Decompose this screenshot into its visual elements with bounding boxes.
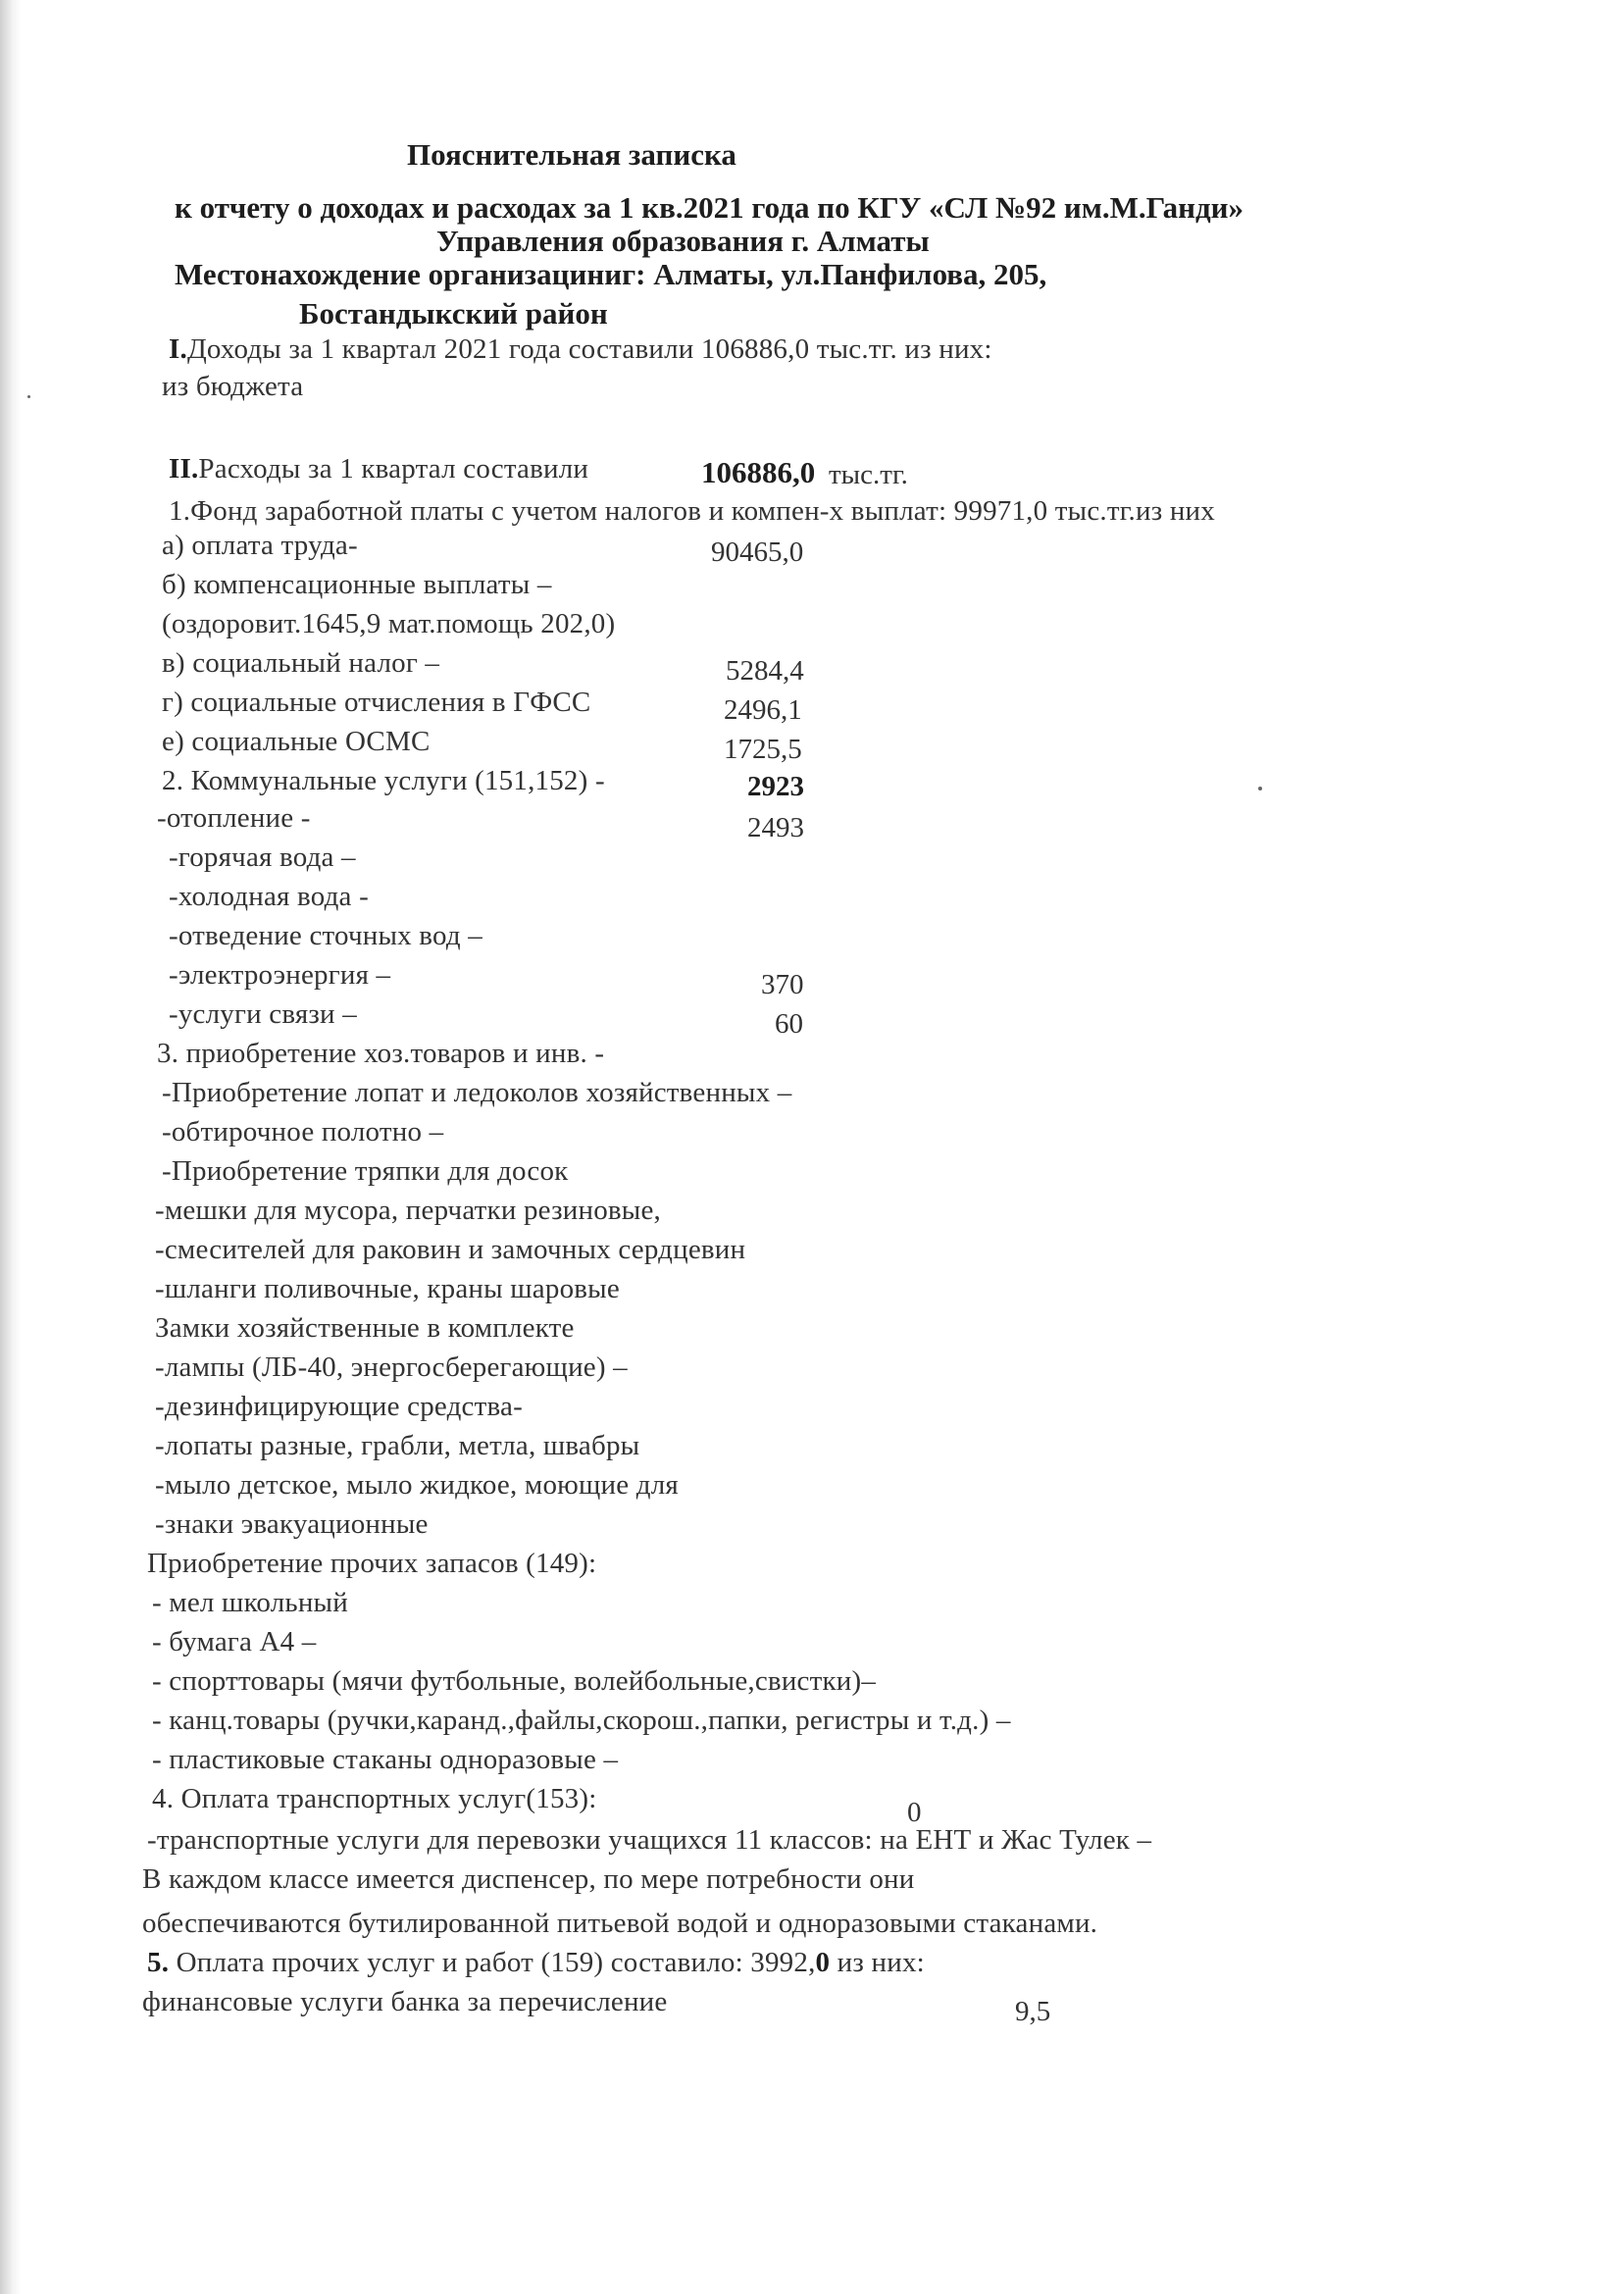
income-source: из бюджета bbox=[162, 371, 304, 402]
bank-services-label: финансовые услуги банка за перечисление bbox=[142, 1986, 668, 2017]
goods-item: -Приобретение лопат и ледоколов хозяйственных – bbox=[162, 1077, 792, 1108]
scan-speck bbox=[27, 395, 30, 398]
utilities-item-label: -холодная вода - bbox=[169, 881, 369, 912]
goods-item: -мыло детское, мыло жидкое, моющие для bbox=[155, 1469, 679, 1501]
other-stock-item: - пластиковые стаканы одноразовые – bbox=[152, 1744, 619, 1775]
transport-line: обеспечиваются бутилированной питьевой водой и одноразовыми стаканами. bbox=[142, 1908, 1098, 1939]
other-stock-item: - канц.товары (ручки,каранд.,файлы,скорош.,папки, регистры и т.д.) – bbox=[152, 1705, 1011, 1736]
other-stock-item: - мел школьный bbox=[152, 1587, 348, 1618]
salary-item-label: (оздоровит.1645,9 мат.помощь 202,0) bbox=[162, 608, 616, 639]
department-line: Управления образования г. Алматы bbox=[436, 224, 930, 258]
expenses-unit: тыс.тг. bbox=[829, 459, 908, 490]
other-services-number: 5. bbox=[147, 1947, 170, 1978]
bank-services-value: 9,5 bbox=[1015, 1996, 1051, 2027]
expenses-text: Расходы за 1 квартал составили bbox=[198, 453, 589, 484]
utilities-item-label: -отопление - bbox=[157, 802, 311, 834]
utilities-item-label: -электроэнергия – bbox=[169, 959, 391, 991]
other-services-text-tail: из них: bbox=[830, 1947, 925, 1978]
income-number: I. bbox=[169, 333, 187, 365]
other-stock-item: - спорттовары (мячи футбольные, волейбольные,свистки)– bbox=[152, 1665, 877, 1697]
goods-item: -шланги поливочные, краны шаровые bbox=[155, 1273, 620, 1304]
document-title: Пояснительная записка bbox=[407, 137, 736, 172]
salary-item-label: г) социальные отчисления в ГФСС bbox=[162, 687, 591, 718]
other-stock-item: - бумага А4 – bbox=[152, 1626, 317, 1657]
salary-item-label: а) оплата труда- bbox=[162, 530, 358, 561]
utilities-item-value: 60 bbox=[775, 1008, 803, 1040]
other-services-text: Оплата прочих услуг и работ (159) составило: 3992, bbox=[169, 1947, 816, 1978]
goods-item: -обтирочное полотно – bbox=[162, 1116, 444, 1147]
location-line: Местонахождение организациниг: Алматы, ул.Панфилова, 205, bbox=[175, 257, 1047, 291]
expenses-number: II. bbox=[169, 453, 199, 484]
transport-line: -транспортные услуги для перевозки учащихся 11 классов: на ЕНТ и Жас Тулек – bbox=[147, 1824, 1152, 1856]
other-services-line bbox=[147, 1947, 925, 1979]
goods-item: -знаки эвакуационные bbox=[155, 1508, 429, 1540]
goods-item: -мешки для мусора, перчатки резиновые, bbox=[155, 1195, 662, 1226]
utilities-item-value: 370 bbox=[761, 969, 804, 1000]
salary-item-label: б) компенсационные выплаты – bbox=[162, 569, 552, 600]
utilities-item-label: -отведение сточных вод – bbox=[169, 920, 482, 951]
salary-item-label: е) социальные ОСМС bbox=[162, 726, 431, 757]
expenses-line bbox=[169, 453, 588, 485]
goods-item: -смесителей для раковин и замочных сердцевин bbox=[155, 1234, 746, 1265]
salary-item-value: 1725,5 bbox=[724, 734, 802, 765]
income-text: Доходы за 1 квартал 2021 года составили 106886,0 тыс.тг. из них: bbox=[186, 333, 992, 365]
goods-heading: 3. приобретение хоз.товаров и инв. - bbox=[157, 1038, 605, 1069]
transport-line: В каждом классе имеется диспенсер, по мере потребности они bbox=[142, 1863, 915, 1895]
salary-item-label: в) социальный налог – bbox=[162, 647, 440, 679]
goods-item: -лопаты разные, грабли, метла, швабры bbox=[155, 1430, 640, 1461]
other-services-text-bold: 0 bbox=[815, 1947, 831, 1978]
salary-item-value: 90465,0 bbox=[711, 536, 804, 568]
goods-item: -лампы (ЛБ-40, энергосберегающие) – bbox=[155, 1351, 628, 1383]
salary-heading-text: Фонд заработной платы с учетом налогов и компен-х выплат: 99971,0 тыс.тг.из них bbox=[190, 495, 1215, 527]
utilities-item-value: 2493 bbox=[747, 812, 804, 843]
salary-number: 1. bbox=[169, 495, 191, 527]
salary-item-value: 2496,1 bbox=[724, 694, 802, 726]
salary-heading bbox=[169, 495, 1215, 528]
utilities-total: 2923 bbox=[747, 771, 804, 802]
other-stock-heading: Приобретение прочих запасов (149): bbox=[147, 1548, 597, 1579]
goods-item: Замки хозяйственные в комплекте bbox=[155, 1312, 575, 1344]
utilities-item-label: -горячая вода – bbox=[169, 841, 356, 873]
utilities-heading: 2. Коммунальные услуги (151,152) - bbox=[162, 765, 605, 796]
salary-item-value: 5284,4 bbox=[726, 655, 804, 687]
income-line bbox=[169, 333, 992, 366]
utilities-item-label: -услуги связи – bbox=[169, 998, 357, 1030]
transport-value: 0 bbox=[907, 1797, 922, 1828]
scan-speck bbox=[1258, 787, 1262, 790]
document-subtitle: к отчету о доходах и расходах за 1 кв.2021 года по КГУ «СЛ №92 им.М.Ганди» bbox=[175, 190, 1244, 225]
transport-heading: 4. Оплата транспортных услуг(153): bbox=[152, 1783, 597, 1814]
district-line: Бостандыкский район bbox=[299, 296, 608, 331]
goods-item: -Приобретение тряпки для досок bbox=[162, 1155, 569, 1187]
expenses-amount: 106886,0 bbox=[701, 455, 816, 489]
goods-item: -дезинфицирующие средства- bbox=[155, 1391, 523, 1422]
